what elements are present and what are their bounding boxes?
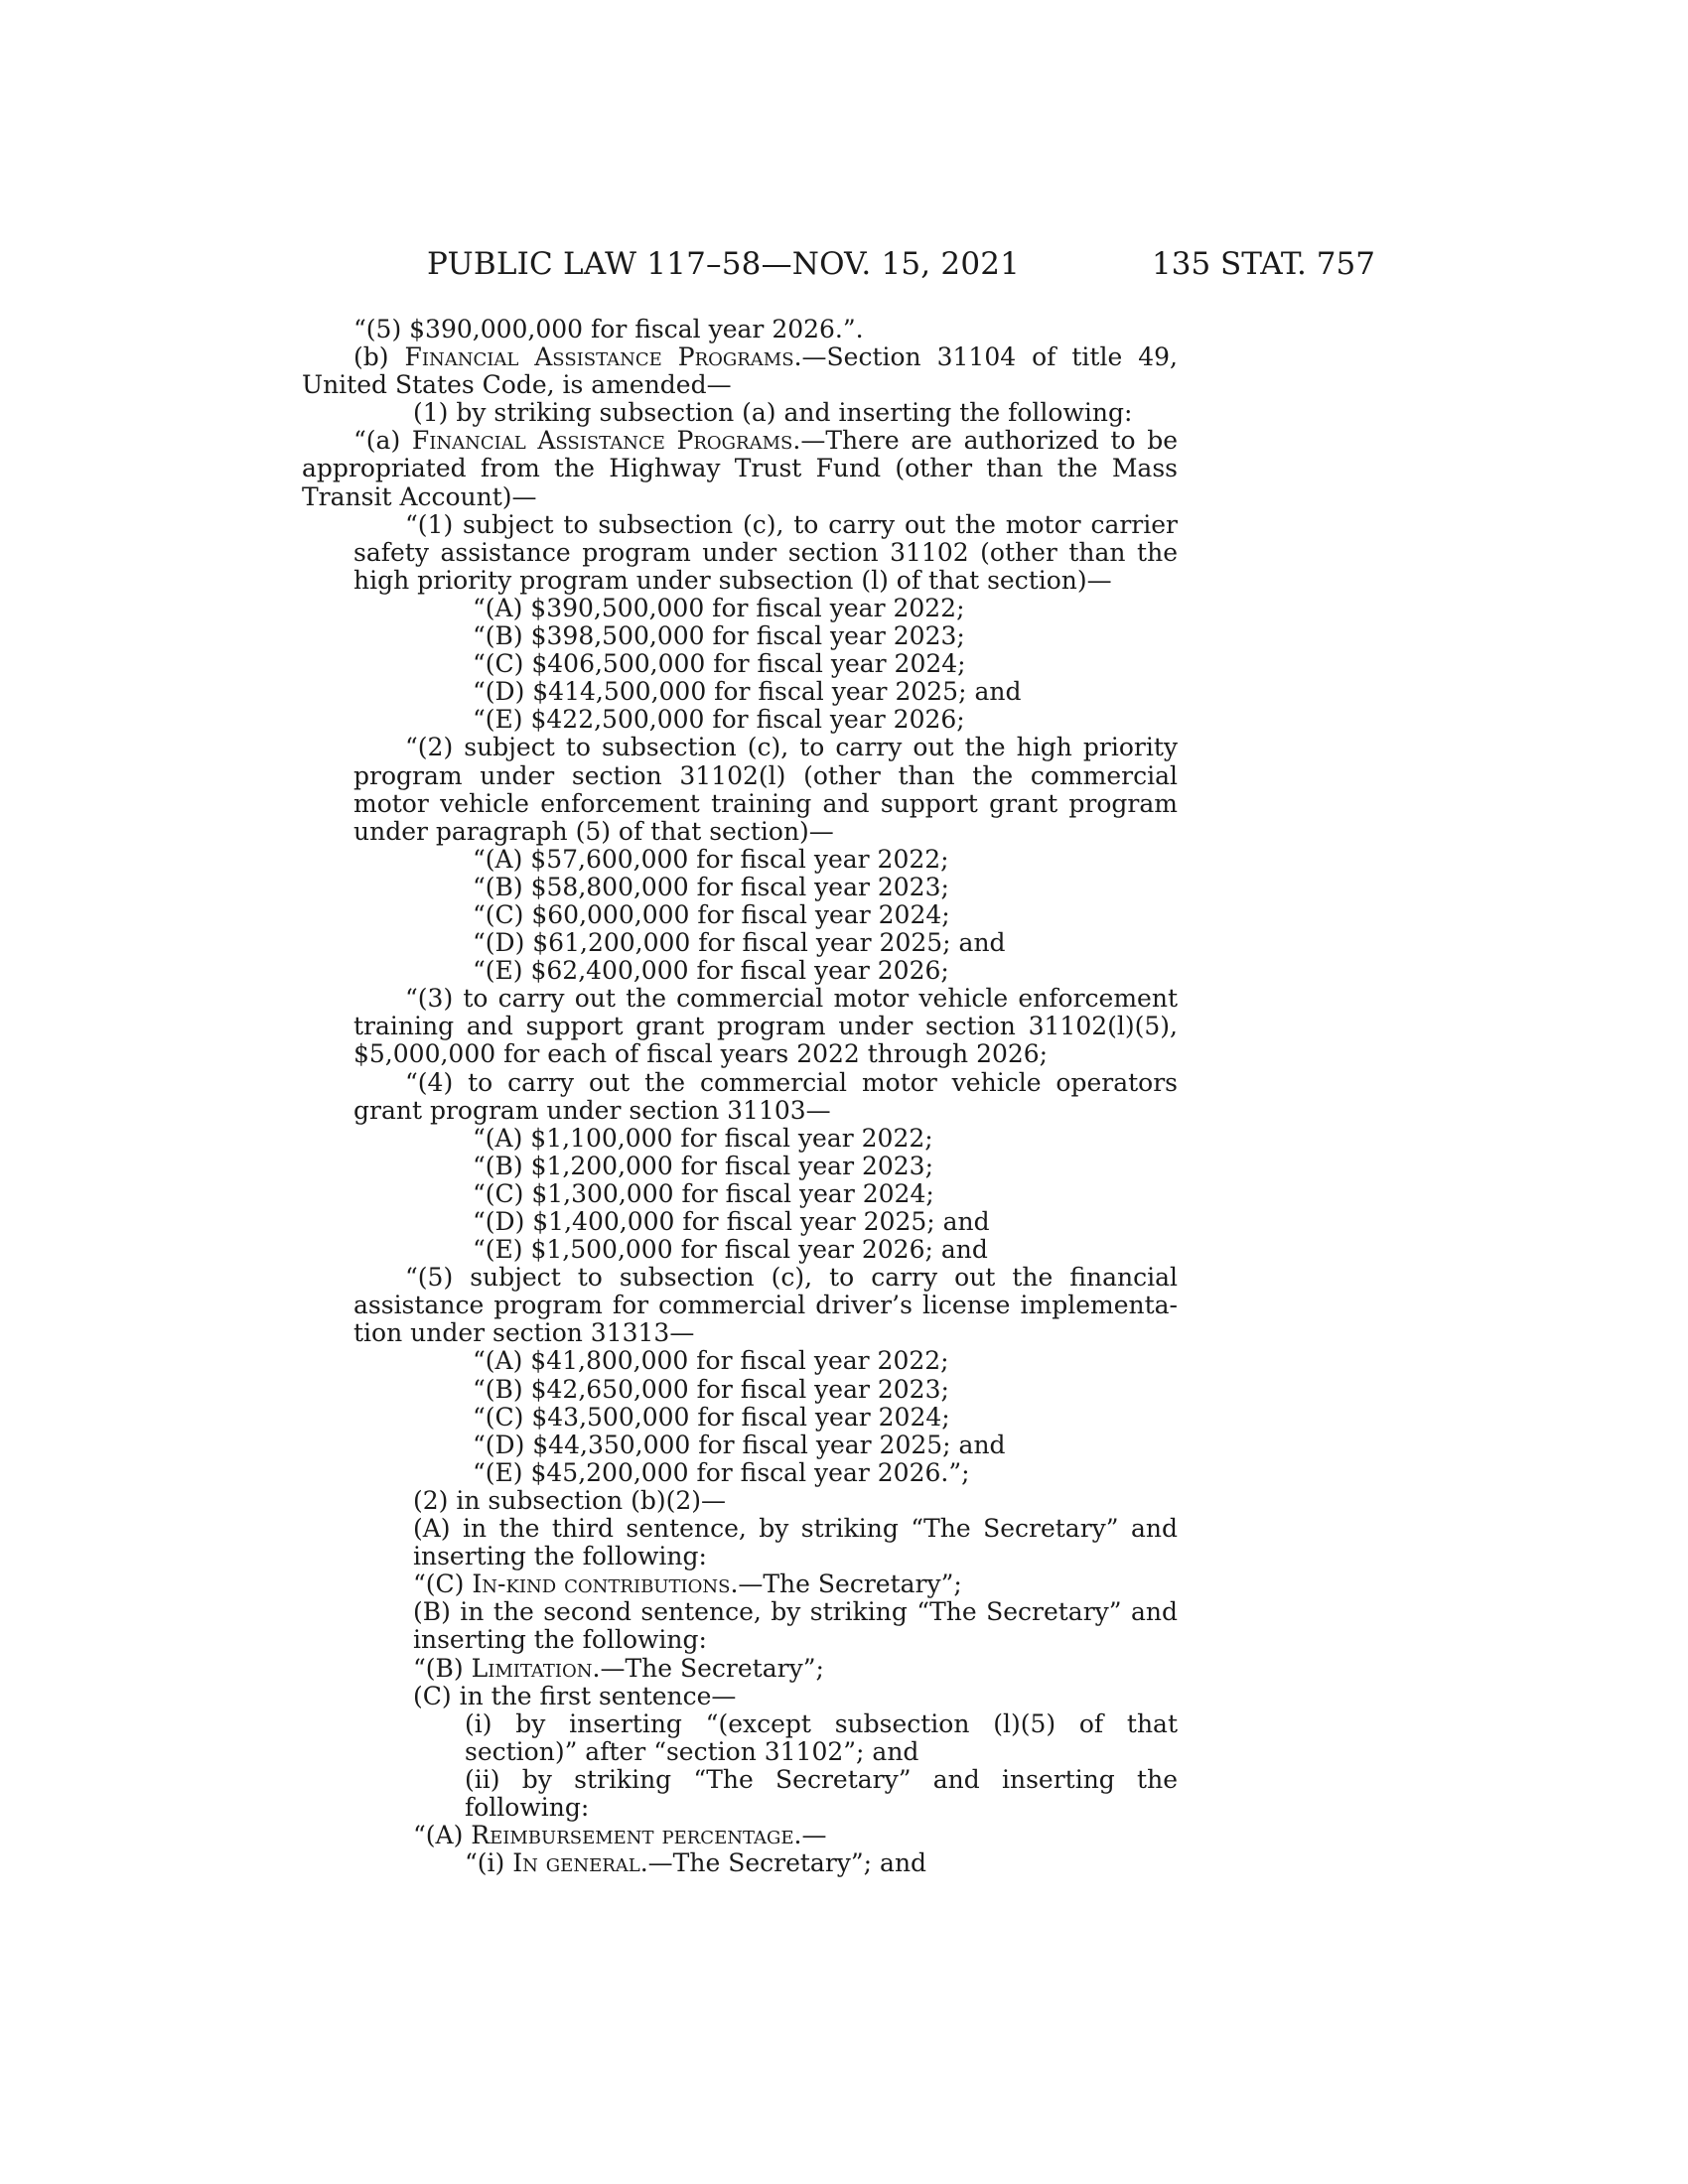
list-item: “(E) $45,200,000 for fiscal year 2026.”; [473, 1457, 970, 1487]
list-item: “(C) $60,000,000 for fiscal year 2024; [473, 899, 950, 929]
subsection-b-heading: Financial Assistance Programs [404, 342, 794, 372]
amendment-2-B: (B) in the second sentence, by striking “The Secretary” and inserting the following: [413, 1597, 1178, 1655]
paragraph-5-close: “(5) $390,000,000 for fiscal year 2026.”. [353, 315, 864, 343]
quoted-subsection-a: “(a) Financial Assistance Programs.—There are authorized to be appropriated from the Highway Trust Fund (other than the Mass Transit Account)— [302, 426, 1179, 511]
list-item: “(D) $61,200,000 for fiscal year 2025; and [473, 928, 1006, 958]
list-item: “(B) $42,650,000 for fiscal year 2023; [473, 1374, 949, 1404]
list-item: “(E) $62,400,000 for fiscal year 2026; [473, 956, 949, 986]
list-item: “(D) $1,400,000 for fiscal year 2025; and [473, 1207, 990, 1236]
amendment-2-C-quote-A: “(A) Reimbursement percentage.— [413, 1821, 827, 1850]
amendment-2: (2) in subsection (b)(2)— [413, 1485, 727, 1515]
paragraph-3: “(3) to carry out the commercial motor vehicle enforcement training and support grant program under section 31102(l)(5), $5,000,000 for each of fiscal years 2022 through 2026; [353, 984, 1178, 1069]
amendment-2-A-quote: “(C) In-kind contributions.—The Secretary”; [413, 1570, 962, 1599]
list-item: “(C) $1,300,000 for fiscal year 2024; [473, 1178, 934, 1208]
list-item: “(A) $41,800,000 for fiscal year 2022; [473, 1346, 949, 1376]
list-item: “(A) $390,500,000 for fiscal year 2022; [473, 593, 965, 622]
list-item: “(E) $422,500,000 for fiscal year 2026; [473, 705, 965, 735]
amendment-2-C-ii: (ii) by striking “The Secretary” and inserting the following: [465, 1764, 1178, 1822]
paragraph-5: “(5) subject to subsection (c), to carry out the financial assistance program for commercial driver’s license implementa- tion under section 31313— [353, 1263, 1178, 1348]
in-general-heading: In general [512, 1848, 640, 1878]
list-item: “(D) $44,350,000 for fiscal year 2025; and [473, 1430, 1006, 1459]
amendment-2-A: (A) in the third sentence, by striking “The Secretary” and inserting the following: [413, 1514, 1178, 1571]
subsection-b: (b) Financial Assistance Programs.—Section 31104 of title 49, United States Code, is amended— [302, 342, 1178, 400]
amendment-2-C-i: (i) by inserting “(except subsection (l)(5) of that section)” after “section 31102”; and [465, 1708, 1178, 1766]
paragraph-2: “(2) subject to subsection (c), to carry out the high priority program under section 31102(l) (other than the commercial motor vehicle enforcement training and support grant program under paragraph (5) of that section)— [353, 733, 1178, 846]
paragraph-1: “(1) subject to subsection (c), to carry out the motor carrier safety assistance program under section 31102 (other than the high priority program under subsection (l) of that section)— [353, 509, 1178, 595]
page-number-stat: 135 STAT. 757 [1152, 246, 1375, 282]
list-item: “(A) $57,600,000 for fiscal year 2022; [473, 844, 949, 874]
list-item: “(C) $43,500,000 for fiscal year 2024; [473, 1402, 950, 1432]
reimbursement-heading: Reimbursement percentage [471, 1821, 794, 1850]
in-kind-heading: In-kind contributions [472, 1570, 731, 1599]
list-item: “(B) $398,500,000 for fiscal year 2023; [473, 621, 965, 651]
running-header-title: PUBLIC LAW 117–58—NOV. 15, 2021 [427, 246, 1021, 282]
list-item: “(A) $1,100,000 for fiscal year 2022; [473, 1123, 933, 1153]
list-item: “(D) $414,500,000 for fiscal year 2025; and [473, 677, 1022, 707]
quoted-subsection-a-heading: Financial Assistance Programs [411, 426, 793, 456]
amendment-2-C-quote-i: “(i) In general.—The Secretary”; and [465, 1848, 927, 1878]
amendment-1: (1) by striking subsection (a) and inserting the following: [413, 398, 1133, 428]
amendment-2-C: (C) in the first sentence— [413, 1681, 737, 1710]
list-item: “(B) $58,800,000 for fiscal year 2023; [473, 872, 949, 901]
limitation-heading: Limitation [471, 1653, 593, 1683]
statute-body [302, 316, 1178, 1877]
paragraph-4: “(4) to carry out the commercial motor vehicle operators grant program under section 31103— [353, 1067, 1178, 1125]
list-item: “(E) $1,500,000 for fiscal year 2026; and [473, 1235, 988, 1265]
amendment-2-B-quote: “(B) Limitation.—The Secretary”; [413, 1653, 824, 1683]
list-item: “(B) $1,200,000 for fiscal year 2023; [473, 1151, 934, 1180]
list-item: “(C) $406,500,000 for fiscal year 2024; [473, 649, 966, 679]
